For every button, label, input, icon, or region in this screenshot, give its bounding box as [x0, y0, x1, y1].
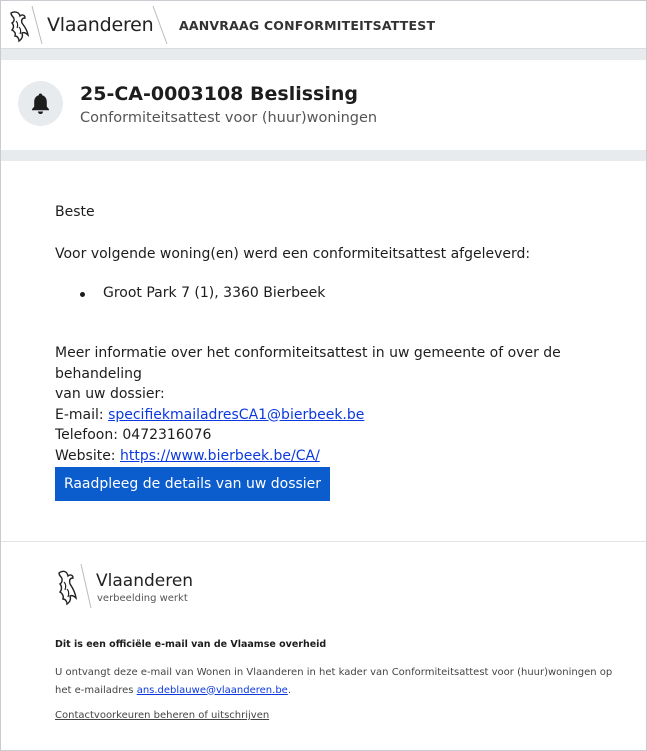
official-text-line1: U ontvangt deze e-mail van Wonen in Vlaanderen in het kader van Conformiteitsattest voor (huur)woningen op: [55, 667, 613, 678]
email-row: [55, 405, 646, 426]
email-header: [1, 1, 646, 49]
notification-badge: [18, 81, 63, 126]
header-band-bottom: [1, 150, 646, 161]
flemish-lion-icon: [7, 9, 31, 43]
brand-separator: [79, 563, 93, 609]
notice-title: 25-CA-0003108 Beslissing: [80, 83, 358, 105]
view-dossier-button[interactable]: Raadpleeg de details van uw dossier: [55, 467, 330, 501]
official-text-suffix: .: [287, 684, 292, 696]
official-notice-text: [55, 664, 625, 699]
bell-icon: [30, 92, 51, 115]
phone-row: Telefoon: 0472316076: [55, 427, 212, 443]
unsubscribe-link[interactable]: Contactvoorkeuren beheren of uitschrijven: [55, 710, 270, 721]
intro-text: Voor volgende woning(en) werd een conformiteitsattest afgeleverd:: [55, 246, 531, 262]
header-band-top: [1, 49, 646, 60]
official-notice-title: Dit is een officiële e-mail van de Vlaamse overheid: [55, 639, 327, 650]
official-text-prefix: het e-mailadres: [55, 684, 137, 696]
flemish-lion-icon: [55, 568, 79, 606]
footer-brand: Vlaanderen: [96, 571, 194, 591]
info-block: [55, 343, 646, 466]
footer-divider: [1, 541, 646, 542]
footer-tagline: verbeelding werkt: [97, 593, 188, 604]
official-text-line2: [55, 682, 625, 700]
brand-logo-text: Vlaanderen: [47, 14, 154, 36]
info-text-line2: van uw dossier:: [55, 386, 165, 402]
info-text-line1: Meer informatie over het conformiteitsattest in uw gemeente of over de behandeling: [55, 345, 561, 382]
list-bullet: [80, 292, 85, 297]
website-link[interactable]: https://www.bierbeek.be/CA/: [119, 447, 320, 464]
greeting: Beste: [55, 204, 95, 220]
website-label: Website:: [55, 447, 120, 464]
address-item: Groot Park 7 (1), 3360 Bierbeek: [103, 285, 326, 301]
recipient-email-link[interactable]: ans.deblauwe@vlaanderen.be: [136, 684, 288, 696]
email-label: E-mail:: [55, 406, 109, 423]
website-row: [55, 446, 646, 467]
notice-subtitle: Conformiteitsattest voor (huur)woningen: [80, 110, 378, 126]
brand-separator-left: [30, 5, 44, 45]
header-title: AANVRAAG CONFORMITEITSATTEST: [179, 18, 436, 33]
brand-separator: [151, 5, 171, 45]
email-link[interactable]: specifiekmailadresCA1@bierbeek.be: [108, 406, 365, 423]
